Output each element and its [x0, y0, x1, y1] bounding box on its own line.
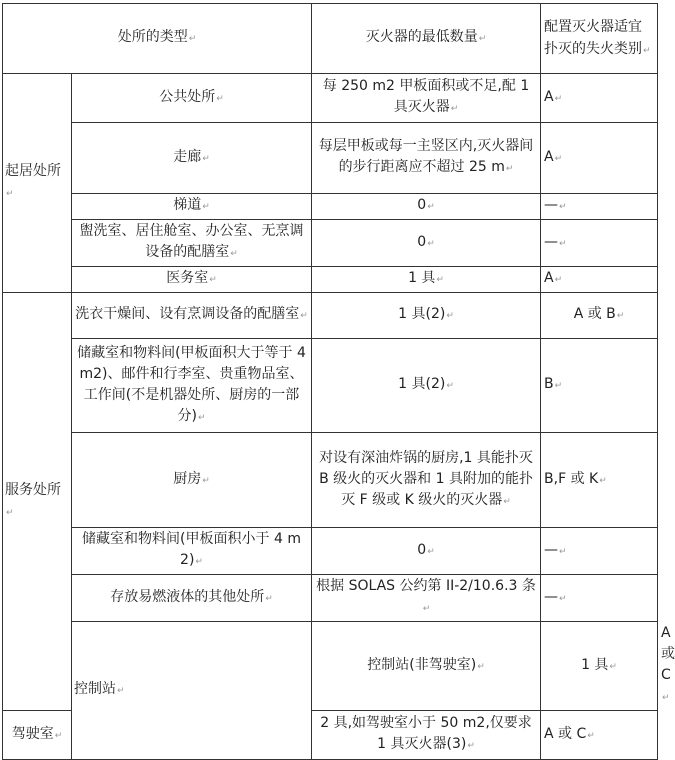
header-min-count: 灭火器的最低数量↵: [312, 4, 541, 74]
table-row: [3, 194, 658, 220]
cell-type: 医务室↵: [72, 267, 312, 293]
cell-type: 公共处所↵: [72, 74, 312, 123]
table-row: [3, 528, 658, 575]
table-row: [3, 220, 658, 267]
group-label-service: 服务处所↵: [3, 293, 72, 711]
cell-count: 0↵: [312, 194, 541, 220]
cell-class: —↵: [541, 575, 658, 622]
table-row: [3, 575, 658, 622]
table-row: [3, 267, 658, 293]
cell-count: 对设有深油炸锅的厨房,1 具能扑灭 B 级火的灭火器和 1 具附加的能扑灭 F 级或 K 级火的灭火器↵: [312, 433, 541, 528]
cell-count: 1 具↵: [312, 267, 541, 293]
cell-count: 2 具,如驾驶室小于 50 m2,仅要求 1 具灭火器(3)↵: [312, 711, 541, 760]
cell-class: A 或 C↵: [541, 711, 658, 760]
table-row: [3, 123, 658, 194]
table-row: 控制站↵ 控制站(非驾驶室)↵ 1 具↵ A 或 C↵: [3, 622, 658, 711]
cell-class: B↵: [541, 339, 658, 433]
cell-class: —↵: [541, 528, 658, 575]
cell-type: 控制站(非驾驶室)↵: [312, 622, 541, 711]
cell-class: A 或 B↵: [541, 293, 658, 339]
cell-count: 1 具(2)↵: [312, 293, 541, 339]
cell-count: 每 250 m2 甲板面积或不足,配 1 具灭火器↵: [312, 74, 541, 123]
cell-type: 梯道↵: [72, 194, 312, 220]
cell-class: —↵: [541, 220, 658, 267]
table-row: [3, 74, 658, 123]
cell-type: 盥洗室、居住舱室、办公室、无烹调设备的配膳室↵: [72, 220, 312, 267]
table-row: [3, 293, 658, 339]
cell-count: 0↵: [312, 528, 541, 575]
cell-count: 1 具↵: [541, 622, 658, 711]
header-type: 处所的类型↵: [3, 4, 312, 74]
cell-type: 储藏室和物料间(甲板面积小于 4 m2)↵: [72, 528, 312, 575]
cell-class: A↵: [541, 267, 658, 293]
header-fire-class: 配置灭火器适宜扑灭的失火类别↵: [541, 4, 658, 74]
cell-count: 根据 SOLAS 公约第 II-2/10.6.3 条↵: [312, 575, 541, 622]
cell-type: 走廊↵: [72, 123, 312, 194]
cell-count: 每层甲板或每一主竖区内,灭火器间的步行距离应不超过 25 m↵: [312, 123, 541, 194]
cell-class: B,F 或 K↵: [541, 433, 658, 528]
cell-type: 存放易燃液体的其他处所↵: [72, 575, 312, 622]
group-label-accommodation: 起居处所↵: [3, 74, 72, 293]
table-row: [3, 339, 658, 433]
table-row: [3, 433, 658, 528]
cell-count: 1 具(2)↵: [312, 339, 541, 433]
fire-extinguisher-table: [2, 3, 675, 760]
group-label-control: 控制站↵: [72, 622, 312, 760]
cell-class: —↵: [541, 194, 658, 220]
cell-type: 洗衣干燥间、设有烹调设备的配膳室↵: [72, 293, 312, 339]
cell-type: 储藏室和物料间(甲板面积大于等于 4m2)、邮件和行李室、贵重物品室、工作间(不是机器处所、厨房的一部分)↵: [72, 339, 312, 433]
cell-class: A↵: [541, 123, 658, 194]
cell-type: 厨房↵: [72, 433, 312, 528]
cell-class: A↵: [541, 74, 658, 123]
cell-type: 驾驶室↵: [3, 711, 72, 760]
cell-count: 0↵: [312, 220, 541, 267]
header-row: [3, 4, 658, 74]
